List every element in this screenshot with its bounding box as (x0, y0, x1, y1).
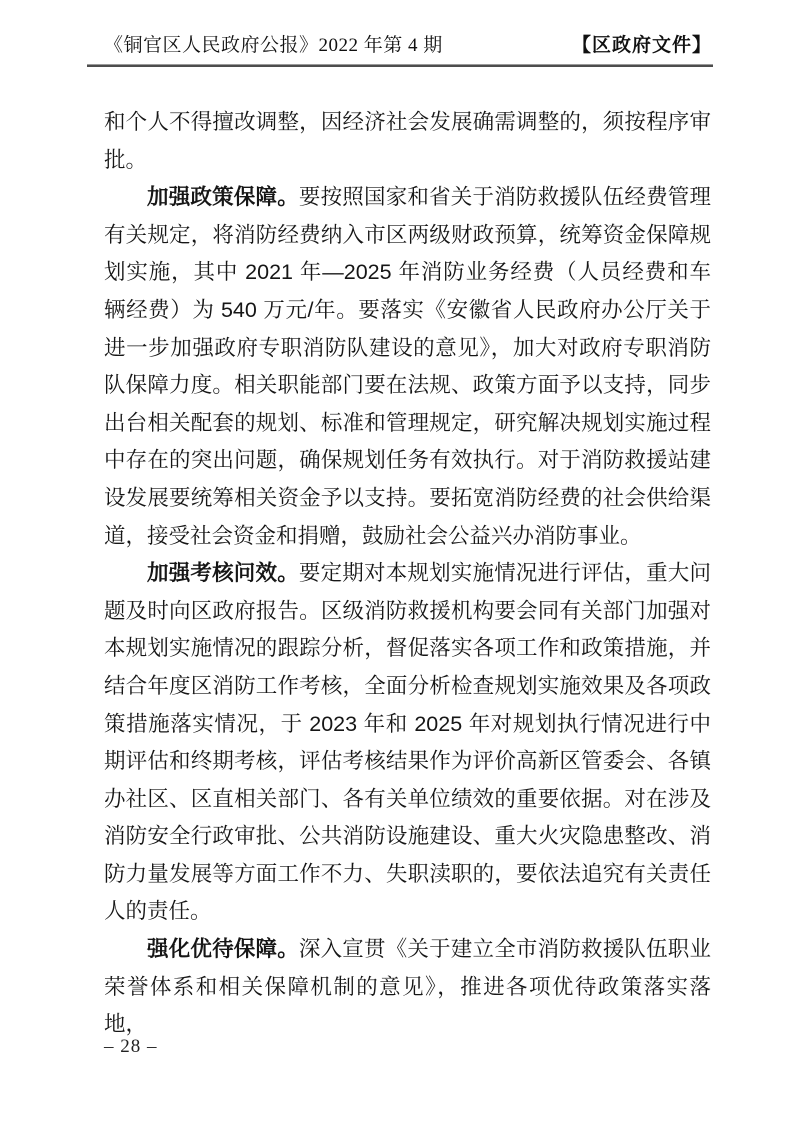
paragraph-text: 和个人不得擅改调整，因经济社会发展确需调整的，须按程序审批。 (104, 110, 711, 172)
paragraph-continuation (104, 104, 711, 179)
paragraph-lead: 加强考核问效。 (147, 561, 299, 586)
paragraph-lead: 加强政策保障。 (147, 185, 299, 210)
page-number: – 28 – (104, 1036, 158, 1057)
header-rule (87, 64, 713, 67)
page-footer (104, 1036, 158, 1058)
header-section-label: 【区政府文件】 (571, 35, 712, 56)
paragraph-text: 深入宣贯《关于建立全市消防救援队伍职业荣誉体系和相关保障机制的意见》，推进各项优待政策落实落地， (104, 937, 711, 1037)
document-body (104, 104, 711, 1044)
paragraph-assessment (104, 555, 711, 931)
page-header (104, 34, 712, 58)
paragraph-text: 要定期对本规划实施情况进行评估，重大问题及时向区政府报告。区级消防救援机构要会同有关部门加强对本规划实施情况的跟踪分析，督促落实各项工作和政策措施，并结合年度区消防工作考核，全面分析检查规划实施效果及各项政策措施落实情况，于 2023 年和 2025 年对规划执行情况进行中期评估和终期考核，评估考核结果作为评价高新区管委会、各镇办社区、区直相关部门、各有关单位绩效的重要依据。对在涉及消防安全行政审批、公共消防设施建设、重大火灾隐患整改、消防力量发展等方面工作不力、失职渎职的，要依法追究有关责任人的责任。 (104, 561, 711, 924)
paragraph-text: 要按照国家和省关于消防救援队伍经费管理有关规定，将消防经费纳入市区两级财政预算，统筹资金保障规划实施，其中 2021 年—2025 年消防业务经费（人员经费和车辆经费）为 540 万元/年。要落实《安徽省人民政府办公厅关于进一步加强政府专职消防队建设的意见》，加大对政府专职消防队保障力度。相关职能部门要在法规、政策方面予以支持，同步出台相关配套的规划、标准和管理规定，研究解决规划实施过程中存在的突出问题，确保规划任务有效执行。对于消防救援站建设发展要统筹相关资金予以支持。要拓宽消防经费的社会供给渠道，接受社会资金和捐赠，鼓励社会公益兴办消防事业。 (104, 185, 711, 548)
paragraph-preferential-treatment (104, 931, 711, 1044)
paragraph-policy-support (104, 179, 711, 555)
paragraph-lead: 强化优待保障。 (147, 937, 299, 962)
header-journal-title: 《铜官区人民政府公报》2022 年第 4 期 (104, 35, 443, 56)
